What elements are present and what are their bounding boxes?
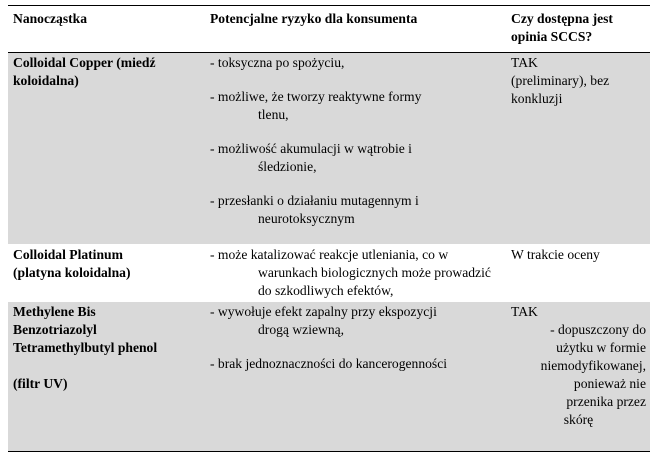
risk-cell — [205, 245, 506, 302]
table-row — [8, 302, 650, 452]
nanoparticle-name-line: (filtr UV) — [13, 376, 68, 391]
risk-item: - brak jednoznaczności do kancerogenności — [210, 356, 448, 371]
opinion-line: (preliminary), bez — [511, 73, 610, 88]
risk-item-continuation: do szkodliwych efektów, — [258, 283, 394, 298]
risk-cell — [205, 53, 506, 245]
nanoparticle-name-line: Benzotriazolyl — [13, 322, 97, 337]
nanoparticle-name-line: koloidalna) — [13, 73, 79, 88]
risk-item: - toksyczna po spożyciu, — [210, 55, 345, 70]
opinion-line: użytku w formie — [556, 340, 646, 355]
nanoparticle-name-line: Colloidal Platinum — [13, 247, 123, 262]
nanoparticle-table-container — [8, 5, 650, 452]
header-sccs-opinion — [506, 6, 650, 53]
risk-item-continuation: drogą wziewną, — [258, 322, 345, 337]
header-sccs-opinion-line2: opinia SCCS? — [511, 29, 593, 44]
risk-item-continuation: tlenu, — [258, 107, 289, 122]
table-header-row — [8, 6, 650, 53]
header-nanoparticle: Nanocząstka — [8, 6, 205, 53]
opinion-line: W trakcie oceny — [511, 247, 600, 262]
opinion-line: ponieważ nie — [573, 376, 646, 391]
risk-item-continuation: warunkach biologicznych może prowadzić — [258, 265, 491, 280]
nanoparticle-name-cell — [8, 53, 205, 245]
opinion-line: TAK — [511, 55, 538, 70]
nanoparticle-name-line: Tetramethylbutyl phenol — [13, 340, 158, 355]
nanoparticle-name-cell — [8, 302, 205, 452]
sccs-opinion-cell — [506, 245, 650, 302]
opinion-line: przenika przez — [566, 394, 646, 409]
nanoparticle-name-cell — [8, 245, 205, 302]
nanoparticle-name-line: Colloidal Copper (miedź — [13, 55, 156, 70]
sccs-opinion-cell — [506, 53, 650, 245]
nanoparticle-risk-table — [8, 5, 650, 452]
risk-cell — [205, 302, 506, 452]
risk-item: - może katalizować reakcje utleniania, co w — [210, 247, 449, 262]
header-consumer-risk: Potencjalne ryzyko dla konsumenta — [205, 6, 506, 53]
header-sccs-opinion-line1: Czy dostępna jest — [511, 11, 613, 26]
risk-item: - przesłanki o działaniu mutagennym i — [210, 193, 419, 208]
opinion-line: - dopuszczony do — [550, 322, 646, 337]
risk-item: - możliwość akumulacji w wątrobie i — [210, 141, 412, 156]
risk-item: - możliwe, że tworzy reaktywne formy — [210, 89, 422, 104]
table-row — [8, 245, 650, 302]
opinion-line: TAK — [511, 304, 538, 319]
opinion-line: skórę — [563, 412, 594, 427]
opinion-line: konkluzji — [511, 91, 563, 106]
nanoparticle-name-line: Methylene Bis — [13, 304, 96, 319]
sccs-opinion-cell — [506, 302, 650, 452]
risk-item-continuation: neurotoksycznym — [258, 211, 355, 226]
table-row — [8, 53, 650, 245]
risk-item: - wywołuje efekt zapalny przy ekspozycji — [210, 304, 437, 319]
opinion-line: niemodyfikowanej, — [540, 358, 646, 373]
risk-item-continuation: śledzionie, — [258, 159, 317, 174]
nanoparticle-name-line: (platyna koloidalna) — [13, 265, 131, 280]
